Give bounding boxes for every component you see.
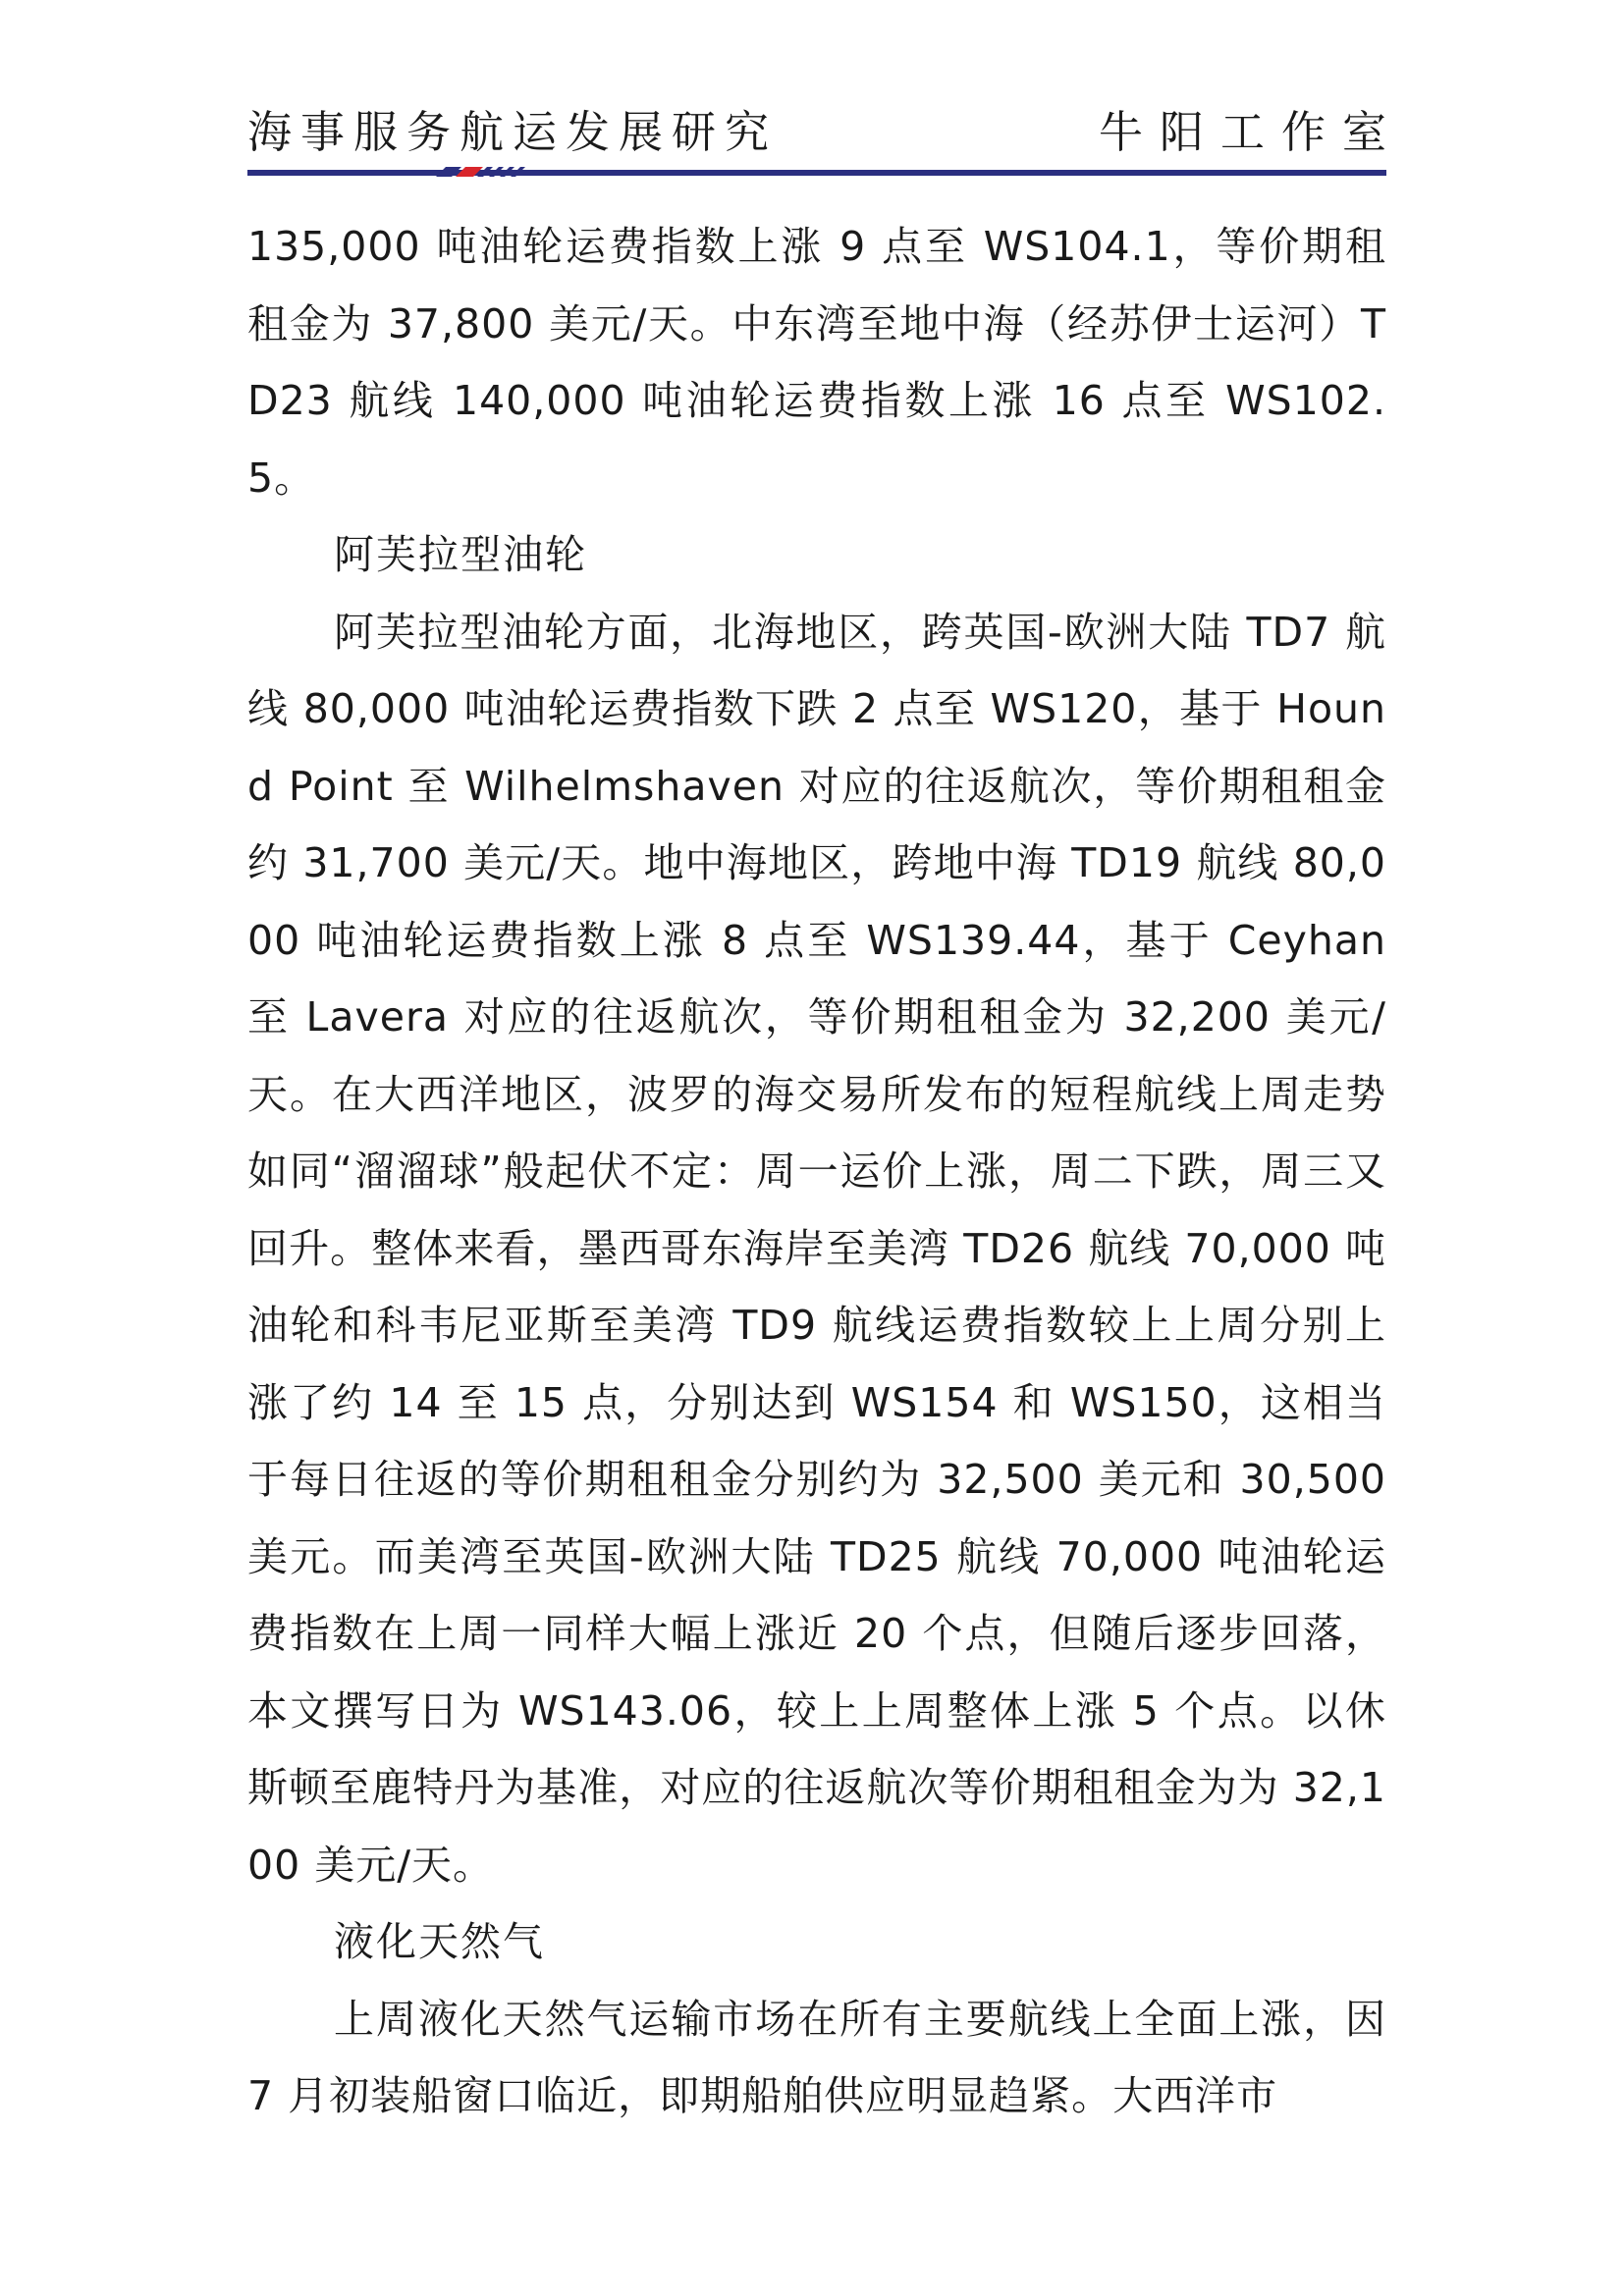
- header-rule: [247, 170, 1386, 176]
- section-heading-aframax: 阿芙拉型油轮: [334, 531, 587, 578]
- article-body: [247, 208, 1386, 2135]
- header-title: 海事服务航运发展研究: [247, 106, 779, 158]
- section-heading-lng: 液化天然气: [334, 1918, 545, 1965]
- paragraph-suezmax-continued: 135,000 吨油轮运费指数上涨 9 点至 WS104.1，等价期租租金为 37,800 美元/天。中东湾至地中海（经苏伊士运河）TD23 航线 140,000 吨油轮运费指数上涨 16 点至 WS102.5。: [247, 223, 1386, 502]
- page-header: [247, 98, 1403, 167]
- header-rule-ornament: [432, 165, 540, 179]
- header-studio-name: 牛阳工作室: [1098, 106, 1403, 158]
- paragraph-aframax: 阿芙拉型油轮方面，北海地区，跨英国-欧洲大陆 TD7 航线 80,000 吨油轮运费指数下跌 2 点至 WS120，基于 Hound Point 至 Wilhelmshaven 对应的往返航次，等价期租租金约 31,700 美元/天。地中海地区，跨地中海 TD19 航线 80,000 吨油轮运费指数上涨 8 点至 WS139.44，基于 Ceyhan 至 Lavera 对应的往返航次，等价期租租金为 32,200 美元/天。在大西洋地区，波罗的海交易所发布的短程航线上周走势如同“溜溜球”般起伏不定：周一运价上涨，周二下跌，周三又回升。整体来看，墨西哥东海岸至美湾 TD26 航线 70,000 吨油轮和科韦尼亚斯至美湾 TD9 航线运费指数较上上周分别上涨了约 14 至 15 点，分别达到 WS154 和 WS150，这相当于每日往返的等价期租租金分别约为 32,500 美元和 30,500 美元。而美湾至英国-欧洲大陆 TD25 航线 70,000 吨油轮运费指数在上周一同样大幅上涨近 20 个点，但随后逐步回落，本文撰写日为 WS143.06，较上上周整体上涨 5 个点。以休斯顿至鹿特丹为基准，对应的往返航次等价期租租金为为 32,100 美元/天。: [247, 608, 1386, 1889]
- paragraph-lng: 上周液化天然气运输市场在所有主要航线上全面上涨，因 7 月初装船窗口临近，即期船舶供应明显趋紧。大西洋市: [247, 1995, 1386, 2119]
